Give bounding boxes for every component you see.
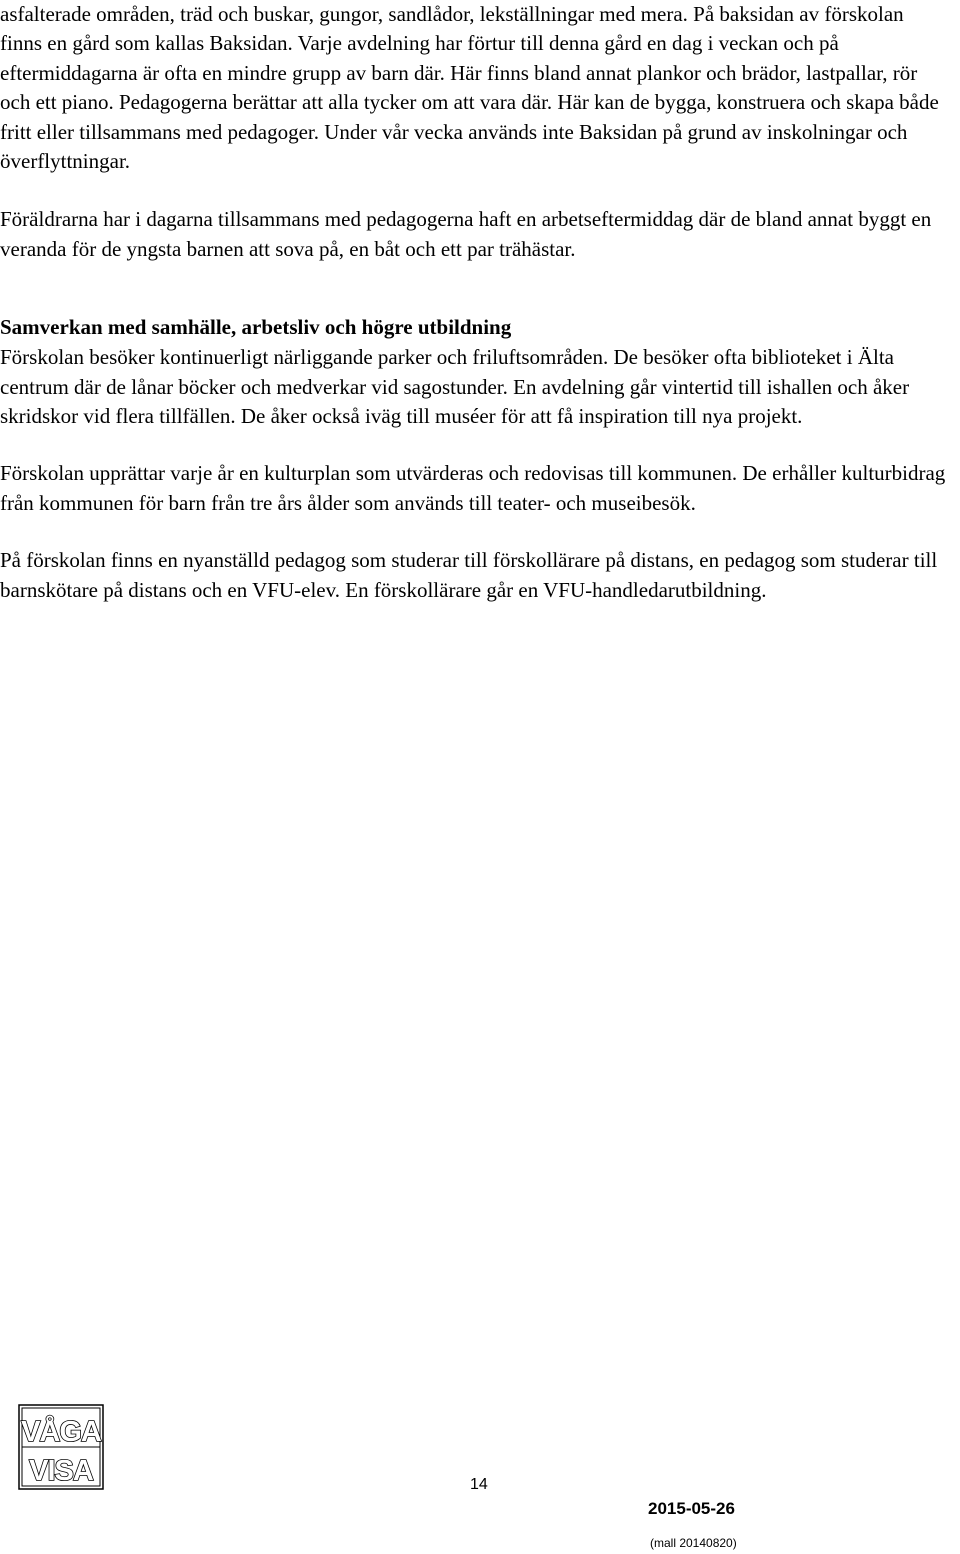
document-body [0, 0, 950, 605]
logo-text-visa: VISA [29, 1455, 93, 1487]
paragraph-besok: Förskolan besöker kontinuerligt närliggande parker och friluftsområden. De besöker ofta biblioteket i Älta centrum där de lånar böcker och medverkar vid sagostunder. En avdelning går vintertid till ishallen och åker skridskor vid flera tillfällen. De åker också iväg till muséer för att få inspiration till nya projekt. [0, 345, 910, 429]
section-heading: Samverkan med samhälle, arbetsliv och högre utbildning [0, 315, 512, 340]
paragraph-foraldrar: Föräldrarna har i dagarna tillsammans med pedagogerna haft en arbetseftermiddag där de bland annat byggt en veranda för de yngsta barnen att sova på, en båt och ett par trähästar. [0, 207, 932, 261]
paragraph-personal: På förskolan finns en nyanställd pedagog som studerar till förskollärare på distans, en pedagog som studerar till barnskötare på distans och en VFU-elev. En förskollärare går en VFU-handledarutbildning. [0, 548, 938, 602]
vaga-visa-logo-graphic [18, 1404, 104, 1490]
paragraph-kulturplan: Förskolan upprättar varje år en kulturplan som utvärderas och redovisas till kommunen. De erhåller kulturbidrag från kommunen för barn från tre års ålder som används till teater- och museibesök. [0, 461, 946, 515]
paragraph-baksidan: asfalterade områden, träd och buskar, gungor, sandlådor, lekställningar med mera. På baksidan av förskolan finns en gård som kallas Baksidan. Varje avdelning har förtur till denna gård en dag i veckan och på eftermiddagarna är ofta en mindre grupp av barn där. Här finns bland annat plankor och brädor, lastpallar, rör och ett piano. Pedagogerna berättar att alla tycker om att vara där. Här kan de bygga, konstruera och skapa både fritt eller tillsammans med pedagoger. Under vår vecka används inte Baksidan på grund av inskolningar och överflyttningar. [0, 2, 939, 174]
logo-text-vaga: VÅGA [21, 1416, 101, 1448]
document-date: 2015-05-26 [648, 1499, 735, 1518]
vaga-visa-logo [18, 1404, 104, 1490]
template-note: (mall 20140820) [650, 1536, 737, 1550]
page-number: 14 [470, 1476, 488, 1493]
